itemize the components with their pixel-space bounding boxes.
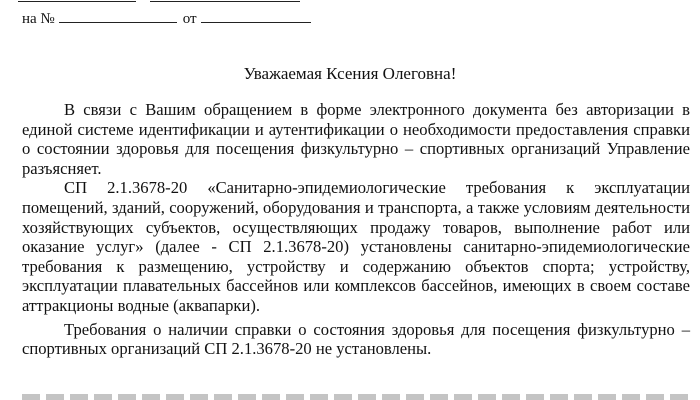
date-label: от <box>182 11 197 27</box>
letter-body <box>22 100 690 359</box>
number-blank <box>59 8 177 23</box>
paragraph-1: В связи с Вашим обращением в форме электронного документа без авторизации в единой системе идентификации и аутентификации о необходимости предоставления справки о состоянии здоровья для посещения физкультурно – спортивных организаций Управление разъясняет. <box>22 100 690 178</box>
top-blank-line-1 <box>18 1 136 2</box>
greeting: Уважаемая Ксения Олеговна! <box>243 64 457 83</box>
paragraph-2: СП 2.1.3678-20 «Санитарно-эпидемиологические требования к эксплуатации помещений, зданий, сооружений, оборудования и транспорта, а также условиям деятельности хозяйствующих субъектов, осуществляющих продажу товаров, выполнение работ или оказание услуг» (далее - СП 2.1.3678-20) установлены санитарно-эпидемиологические требования к размещению, устройству и содержанию объектов спорта; устройству, эксплуатации плавательных бассейнов или комплексов бассейнов, имеющих в своем составе аттракционы водные (аквапарки). <box>22 178 690 315</box>
cut-off-next-line <box>22 394 690 400</box>
number-label: на № <box>22 11 55 27</box>
date-blank <box>201 8 311 23</box>
paragraph-3: Требования о наличии справки о состояния здоровья для посещения физкультурно – спортивных организаций СП 2.1.3678-20 не установлены. <box>22 319 690 359</box>
reference-row <box>22 8 311 28</box>
top-blank-line-2 <box>150 1 300 2</box>
